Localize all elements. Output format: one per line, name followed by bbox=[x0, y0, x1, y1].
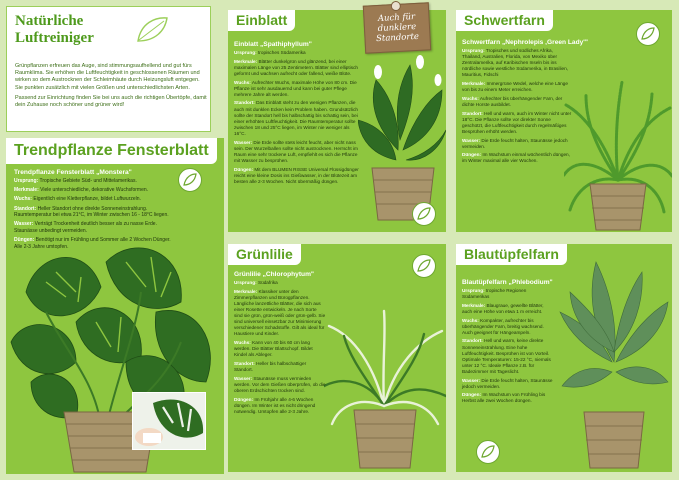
desc-text: Blaugraue, gewellte Blätter, auch eine Höhe von etwa 1 m erreicht. bbox=[462, 302, 544, 314]
panel-tab: Trendpflanze Fensterblatt bbox=[6, 138, 217, 164]
desc-text: Aufrechter bis überhängender Farn, der dichte Horste ausbildet. bbox=[462, 95, 563, 107]
desc-label: Ursprung: bbox=[234, 50, 257, 55]
desc-label: Düngen: bbox=[234, 166, 254, 172]
intro-text bbox=[15, 63, 209, 112]
desc-text: Hell und warm, keine direkte Sonneneinstrahlung. Eine hohe Luftfeuchtigkeit. Besprühen ist von Vorteil. Optimale Temperaturen: 15-22 °C, niemals unter 12 °C. Ideale Pflanze z.B. für Badezimmer mit Tageslicht. bbox=[462, 338, 551, 374]
plant-subtitle: Grünlilie „Chlorophytum" bbox=[234, 271, 315, 278]
plant-description bbox=[234, 50, 361, 187]
wicker-pot bbox=[584, 412, 644, 468]
desc-paragraph bbox=[462, 111, 572, 135]
plant-panel-schwertfarn bbox=[456, 10, 672, 232]
plant-subtitle: Schwertfarn „Nephrolepis ‚Green Lady'" bbox=[462, 39, 588, 46]
desc-paragraph bbox=[234, 376, 326, 394]
desc-label: Wasser: bbox=[14, 221, 34, 228]
desc-paragraph bbox=[234, 340, 326, 358]
desc-label: Merkmale: bbox=[234, 58, 258, 64]
desc-label: Wasser: bbox=[462, 137, 481, 143]
desc-paragraph bbox=[14, 187, 178, 194]
wicker-pot bbox=[590, 184, 646, 230]
dark-location-sticker bbox=[363, 2, 431, 53]
desc-paragraph bbox=[234, 100, 361, 137]
desc-label: Standort: bbox=[234, 100, 255, 106]
intro-title-line1: Natürliche bbox=[15, 13, 84, 29]
intro-paragraph: Passend zur Einrichtung finden Sie bei uns auch die richtigen Übertöpfe, damit dein Zuhause noch schöner und grüner wird! bbox=[15, 94, 207, 109]
desc-text: tropisches Südamerika bbox=[257, 50, 306, 55]
desc-paragraph bbox=[462, 318, 554, 336]
desc-paragraph bbox=[462, 152, 572, 164]
desc-paragraph bbox=[462, 288, 554, 300]
desc-paragraph bbox=[234, 397, 326, 415]
desc-paragraph bbox=[234, 361, 326, 373]
desc-paragraph bbox=[234, 59, 361, 77]
desc-label: Düngen: bbox=[14, 237, 35, 244]
desc-text: Heller Standort ohne direkte Sonneneinstrahlung. Raumtemperatur bei etwa 21°C, im Winter zwischen 16 - 18°C liegen. bbox=[14, 205, 169, 219]
desc-text: Das Einblatt steht zu den wenigen Pflanzen, die auch mit dunklen Ecken kein Problem haben. Grundsätzlich sollte der Standort hell bis halbschattig bis schattig sein, bei einer erhöhten Luftfeuchtigkeit. Die Raumtemperatur sollte zwischen 18 und 25°C liegen, im Winter nie weniger als 16°C. bbox=[234, 100, 359, 136]
desc-paragraph bbox=[14, 206, 178, 219]
desc-text: Blätter dunkelgrün und glänzend, bei einer maximalen Länge von 25 Zentimetern. Blätter sind elliptisch geformt und wachsen aufrecht oder fallend, weiße Blüte. bbox=[234, 58, 359, 76]
plant-subtitle: Blautüpfelfarn „Phlebodium" bbox=[462, 279, 553, 286]
desc-paragraph bbox=[234, 280, 326, 286]
desc-text: Staunässe muss vermieden werden. Vor dem Gießen überprüfen, ob die oberen Erdschichten trocken sind. bbox=[234, 375, 326, 393]
panel-tab: Einblatt bbox=[228, 10, 295, 31]
desc-paragraph bbox=[462, 96, 572, 108]
desc-label: Merkmale: bbox=[234, 288, 258, 294]
desc-paragraph bbox=[462, 81, 572, 93]
desc-paragraph bbox=[234, 289, 326, 338]
air-purifier-badge-icon bbox=[178, 168, 202, 192]
leaf-cleaning-photo bbox=[132, 392, 206, 450]
desc-text: Viele unterschiedliche, dekorative Wuchsformen. bbox=[40, 187, 149, 194]
plant-panel-blautuepfelfarn bbox=[456, 244, 672, 472]
plant-description bbox=[14, 178, 178, 253]
desc-label: Wasser: bbox=[234, 375, 253, 381]
desc-label: Merkmale: bbox=[462, 302, 486, 308]
desc-label: Standort: bbox=[462, 338, 483, 344]
desc-label: Merkmale: bbox=[462, 81, 486, 87]
desc-text: Tropische Gebiete Süd- und Mittelamerikas. bbox=[39, 178, 137, 184]
desc-paragraph bbox=[462, 378, 554, 390]
desc-label: Wuchs: bbox=[14, 196, 32, 203]
sticker-text: dunklere bbox=[377, 22, 417, 34]
desc-text: Klassiker unter den Zimmerpflanzen und Bürogpflanzen. Längliche lanzettliche Blätter, die sich aus einer Rosette entwickeln. Je nach Sorte sind sie grün, grün-weiß oder grün-gelb. Sie sind universell einsetzbar zur Minimierung verschiedener Schadstoffe. Gilt als ideal für Haustiere und Kinder. bbox=[234, 288, 326, 337]
desc-paragraph bbox=[234, 140, 361, 164]
desc-text: Die Erde feucht halten, Staunässe jedoch vermeiden. bbox=[462, 137, 568, 149]
air-purifier-badge-icon bbox=[412, 202, 436, 226]
sticker-text: Standorte bbox=[375, 31, 420, 45]
desc-paragraph bbox=[234, 80, 361, 98]
panel-tab: Schwertfarn bbox=[456, 10, 553, 31]
air-purifier-badge-icon bbox=[476, 440, 500, 464]
sticker-ring bbox=[391, 1, 402, 12]
desc-paragraph bbox=[462, 138, 572, 150]
plant-subtitle: Einblatt „Spathiphyllum" bbox=[234, 41, 312, 48]
desc-text: Tropisches und südliches Afrika, Thailand, Australien, Florida, von Mexiko über Zentralamerika, auf Karibischen Inseln bis ins nördliche sowie westliche Südamerika, in Brasilien, Mauritius, Fidschi bbox=[462, 48, 569, 78]
panel-tab: Blautüpfelfarn bbox=[456, 244, 567, 265]
desc-label: Wuchs: bbox=[462, 317, 479, 323]
desc-text: Benötigt nur im Frühling und Sommer alle 2 Wochen Dünger. Alle 2-3 Jahre umtopfen. bbox=[14, 237, 171, 250]
desc-paragraph bbox=[462, 392, 554, 404]
plant-subtitle: Trendpflanze Fensterblatt „Monstera" bbox=[14, 169, 132, 176]
intro-title-line2: Luftreiniger bbox=[15, 30, 94, 46]
plant-description bbox=[234, 280, 326, 417]
desc-paragraph bbox=[462, 48, 572, 78]
desc-label: Ursprung: bbox=[462, 48, 485, 53]
nephrolepis-plant-image bbox=[564, 80, 672, 232]
desc-text: Kompakter, aufrechter bis überhängender Farn, breitig wachsend. Auch geeignet für Hängeampeln. bbox=[462, 317, 544, 335]
desc-paragraph bbox=[14, 196, 178, 203]
chlorophytum-plant-image bbox=[324, 306, 446, 472]
desc-label: Wasser: bbox=[234, 139, 253, 145]
desc-paragraph bbox=[14, 237, 178, 250]
desc-label: Wuchs: bbox=[234, 79, 251, 85]
air-purifier-badge-icon bbox=[636, 22, 660, 46]
panel-tab: Grünlilie bbox=[228, 244, 301, 265]
desc-label: Standort: bbox=[234, 360, 255, 366]
desc-text: Im Frühjahr alle 4-6 Wochen düngen. Im Winter ist es nicht dringend notwendig. Umtopfen alle 2-3 Jahre. bbox=[234, 396, 316, 414]
desc-text: Im Wachstum von Frühling bis Herbst alle zwei Wochen düngen. bbox=[462, 392, 546, 404]
desc-label: Wasser: bbox=[462, 377, 481, 383]
desc-label: Düngen: bbox=[462, 152, 482, 158]
desc-text: tropische Regionen Südamerikas bbox=[462, 288, 527, 300]
desc-label: Standort: bbox=[462, 110, 483, 116]
desc-text: Hell und warm, auch im Winter nicht unter 18°C. Die Pflanze sollte vor direkter Sonne geschützt, die Luftfeuchtigkeit durch regelmäßiges Besprühen erhöht werden. bbox=[462, 110, 572, 134]
desc-paragraph bbox=[462, 338, 554, 375]
desc-paragraph bbox=[234, 50, 361, 56]
desc-label: Wuchs: bbox=[462, 95, 479, 101]
desc-label: Düngen: bbox=[234, 396, 254, 402]
desc-label: Düngen: bbox=[462, 392, 482, 398]
desc-label: Ursprung: bbox=[234, 280, 257, 285]
desc-label: Ursprung: bbox=[462, 288, 485, 293]
desc-paragraph bbox=[14, 178, 178, 185]
plant-panel-gruenlilie bbox=[228, 244, 446, 472]
desc-text: Im Wachstum einmal wöchentlich düngen, im Winter maximal alle vier Wochen. bbox=[462, 152, 570, 164]
desc-paragraph bbox=[462, 303, 554, 315]
leaf-icon bbox=[135, 15, 169, 45]
desc-text: Die Erde sollte stets leicht feucht, aber nicht nass sein. Der Wurzelballen sollte nicht austrocknen. Herrscht im Raum eine sehr trockene Luft, empfiehlt es sich die Pflanze mit Wasser zu besprühen. bbox=[234, 139, 358, 163]
desc-text: Kann von 40 bis 60 cm lang werden. Die Blätter Blattschopf. Bildet Kindel als Ableger. bbox=[234, 340, 313, 358]
intro-panel bbox=[6, 6, 211, 132]
desc-label: Standort: bbox=[14, 205, 37, 212]
desc-text: Eigentlich eine Kletterpflanze, bildet Luftwurzeln. bbox=[33, 196, 141, 203]
intro-paragraph: Grünpflanzen erfreuen das Auge, sind stimmungsaufhellend und gut fürs Raumklima. Sie erhöhen die Luftfeuchtigkeit in geschlossenen Räumen und wirken so dem Austrocknen der Schleimhäute durch Heizungsluft entgegen. Sie punkten zusätzlich mit vielen Größen und unterschiedlichsten Arten. bbox=[15, 63, 200, 91]
desc-text: Die Erde feucht halten, Staunässe jedoch vermeiden. bbox=[462, 377, 553, 389]
desc-paragraph bbox=[234, 167, 361, 185]
desc-label: Wuchs: bbox=[234, 340, 251, 346]
desc-text: Immergrüne Wedel, welche eine Länge von bis zu einem Meter erreichen. bbox=[462, 81, 568, 93]
desc-text: Heller bis halbschattiger Standort. bbox=[234, 360, 307, 372]
plant-description bbox=[462, 288, 554, 407]
desc-label: Ursprung: bbox=[14, 178, 39, 184]
spathiphyllum-plant-image bbox=[358, 50, 446, 232]
wicker-pot bbox=[354, 410, 416, 468]
desc-text: Südafrika bbox=[257, 280, 278, 285]
sticker-text: Auch für bbox=[377, 12, 416, 24]
intro-title bbox=[15, 13, 94, 47]
desc-text: Verträgt Trockenheit deutlich besser als zu nasse Erde. Staunässe unbedingt vermeiden. bbox=[14, 221, 157, 234]
desc-text: Aufrechter Wuchs, maximale Höhe von 80 cm. Die Pflanze ist sehr ausdauernd und kann bei guter Pflege mehrere Jahre alt werden. bbox=[234, 79, 357, 97]
air-purifier-badge-icon bbox=[412, 254, 436, 278]
desc-paragraph bbox=[14, 221, 178, 234]
desc-text: Mit dem BLUMEN RISSE Universal Flüssigdünger reicht eine kleine Dosis ins Gießwasser, in der Blütezeit am besten alle 2-3 Wochen. Nicht übermäßig düngen. bbox=[234, 166, 359, 184]
desc-label: Merkmale: bbox=[14, 187, 39, 194]
plant-description bbox=[462, 48, 572, 167]
